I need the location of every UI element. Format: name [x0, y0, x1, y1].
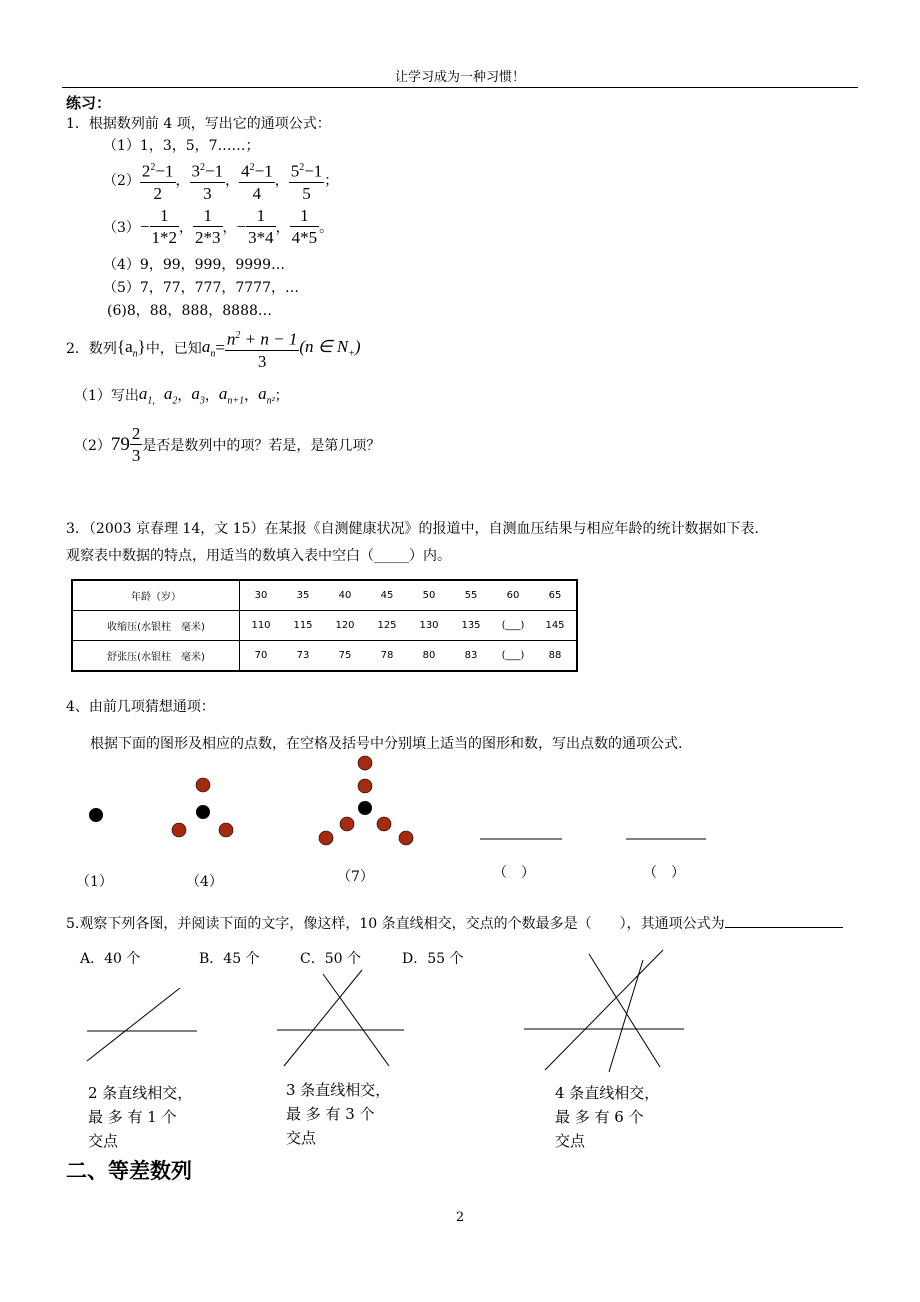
dot-center	[89, 808, 103, 822]
dot-figure-7	[319, 770, 413, 845]
q5-stem: 5.观察下列各图，并阅读下面的文字，像这样，10 条直线相交，交点的个数最多是（ ），其通项公式为	[66, 913, 843, 933]
table-blank-cell: (___)	[501, 650, 525, 661]
table-cell: 83	[464, 650, 478, 661]
q1-item2-term: $\frac{5^2-1}{5}$	[289, 158, 325, 203]
q1-item2: （2） $\frac{2^2-1}{2}$ ， $\frac{3^2-1}{3}$ ， $\frac{4^2-1}{4}$ ， $\frac{5^2-1}{5}$ ；	[103, 158, 338, 203]
section-title: 二、等差数列	[66, 1159, 192, 1183]
dot-outer	[377, 817, 391, 831]
table-cell: 135	[461, 620, 481, 631]
table-cell: 78	[380, 650, 394, 661]
dot-outer	[219, 823, 233, 837]
q5-option-a: A．40 个	[80, 951, 141, 967]
table-cell: 115	[293, 620, 313, 631]
dot-outer	[358, 779, 372, 793]
table-row	[72, 641, 577, 672]
q1-item3-term: $\frac{1}{2*3}$	[195, 206, 221, 247]
q5-option-b: B．45 个	[199, 951, 260, 967]
q1-item2-term: $\frac{2^2-1}{2}$	[140, 158, 176, 203]
table-cell: 73	[296, 650, 310, 661]
figure-label-blank: （ ）	[643, 865, 685, 881]
q1-item3-term: $\frac{1}{4*5}$	[291, 206, 318, 247]
figure-label: （4）	[186, 874, 223, 890]
figure-label: （1）	[76, 874, 113, 890]
q1-item2-term: $\frac{3^2-1}{3}$	[190, 158, 226, 203]
table-cell: 40	[338, 590, 352, 601]
dot-figures	[0, 770, 920, 850]
dot-center	[358, 801, 372, 815]
diagram-caption-4: 4 条直线相交， 最 多 有 6 个 交点	[555, 1084, 660, 1150]
diagram-4-lines	[524, 950, 684, 1072]
diagram-2-lines	[87, 988, 197, 1061]
table-row-label: 年龄（岁）	[72, 580, 240, 611]
table-cell: 75	[338, 650, 352, 661]
q3-line1: 3．（2003 京春理 14，文 15）在某报《自测健康状况》的报道中，自测血压结果与相应年龄的统计数据如下表.	[66, 521, 759, 537]
q2-part1: （1）写出 $a_{1,}$ $a_2$ ， $a_3$ ， $a_{n+1}$ ， $a_{n^2}$ ；	[74, 384, 289, 407]
table-cell: 60	[506, 590, 520, 601]
table-cell: 65	[548, 590, 562, 601]
q1-item1: （1）1，3，5，7……；	[103, 138, 260, 154]
q1-item5: （5）7，77，777，7777，…	[103, 280, 299, 296]
q3-line2: 观察表中数据的特点，用适当的数填入表中空白（_____）内。	[66, 548, 451, 564]
line-diagrams	[0, 940, 920, 1080]
q1-item4: （4）9，99，999，9999…	[103, 257, 285, 273]
dot-figure-1	[89, 808, 103, 822]
q1-item3: （3） − $\frac{1}{1*2}$ ， $\frac{1}{2*3}$ ， − $\frac{1}{3*4}$ ， $\frac{1}{4*5}$ 。	[103, 206, 334, 247]
table-cell: 125	[377, 620, 397, 631]
table-cell: 45	[380, 590, 394, 601]
q1-item2-label: （2）	[103, 173, 140, 190]
q1-stem: 1．根据数列前 4 项，写出它的通项公式：	[66, 116, 331, 132]
q4-desc: 根据下面的图形及相应的点数，在空格及括号中分别填上适当的图形和数，写出点数的通项公式.	[90, 736, 683, 752]
dot-outer	[319, 831, 333, 845]
header-divider	[62, 87, 858, 88]
practice-title: 练习：	[66, 94, 112, 112]
dot-outer	[358, 756, 372, 770]
dot-outer	[196, 778, 210, 792]
dot-figure-4	[172, 778, 233, 837]
table-row-label: 收缩压(水银柱 毫米)	[72, 611, 240, 641]
dot-outer	[340, 817, 354, 831]
q1-item3-term: $\frac{1}{3*4}$	[248, 206, 274, 247]
diagram-caption-2: 2 条直线相交， 最 多 有 1 个 交点	[88, 1084, 193, 1150]
table-cell: 55	[464, 590, 478, 601]
answer-blank	[725, 915, 843, 928]
table-cell: 50	[422, 590, 436, 601]
dot-center	[196, 805, 210, 819]
table-row-label: 舒张压(水银柱 毫米)	[72, 641, 240, 672]
q5-option-c: C．50 个	[300, 951, 361, 967]
table-row	[72, 611, 577, 641]
q4-title: 4、由前几项猜想通项：	[66, 699, 215, 715]
table-cell: 80	[422, 650, 436, 661]
table-cell: 110	[251, 620, 271, 631]
dot-figure-7-top	[354, 752, 376, 774]
table-cell: 30	[254, 590, 268, 601]
blood-pressure-table	[71, 579, 578, 672]
table-cell: 120	[335, 620, 355, 631]
diagram-caption-3: 3 条直线相交， 最 多 有 3 个 交点	[286, 1081, 391, 1147]
table-row	[72, 580, 577, 611]
q2-part2: （2） 79 $\frac{2}{3}$ 是否是数列中的项？若是，是第几项？	[74, 424, 381, 465]
q1-item6: (6)8，88，888，8888…	[107, 303, 272, 319]
table-cell: 145	[545, 620, 565, 631]
dot-outer	[399, 831, 413, 845]
table-blank-cell: (___)	[501, 620, 525, 631]
q1-item2-term: $\frac{4^2-1}{4}$	[239, 158, 275, 203]
q1-item3-term: $\frac{1}{1*2}$	[151, 206, 178, 247]
page-number: 2	[455, 1210, 465, 1225]
table-cell: 88	[548, 650, 562, 661]
dot-outer	[172, 823, 186, 837]
q2-formula: $\frac{n^2 + n - 1}{3}$	[225, 326, 299, 371]
page-header: 让学习成为一种习惯！	[394, 70, 525, 85]
table-cell: 70	[254, 650, 268, 661]
q5-option-d: D．55 个	[402, 951, 464, 967]
table-cell: 35	[296, 590, 310, 601]
figure-label-blank: （ ）	[493, 865, 535, 881]
diagram-3-lines	[277, 970, 404, 1066]
table-cell: 130	[419, 620, 439, 631]
figure-label: （7）	[337, 869, 374, 885]
q2-stem: 2．数列 $\{a_n\}$ 中，已知 $a_n$ = $\frac{n^2 + n - 1}{3}$ (n ∈ $N_+$)	[66, 326, 361, 371]
